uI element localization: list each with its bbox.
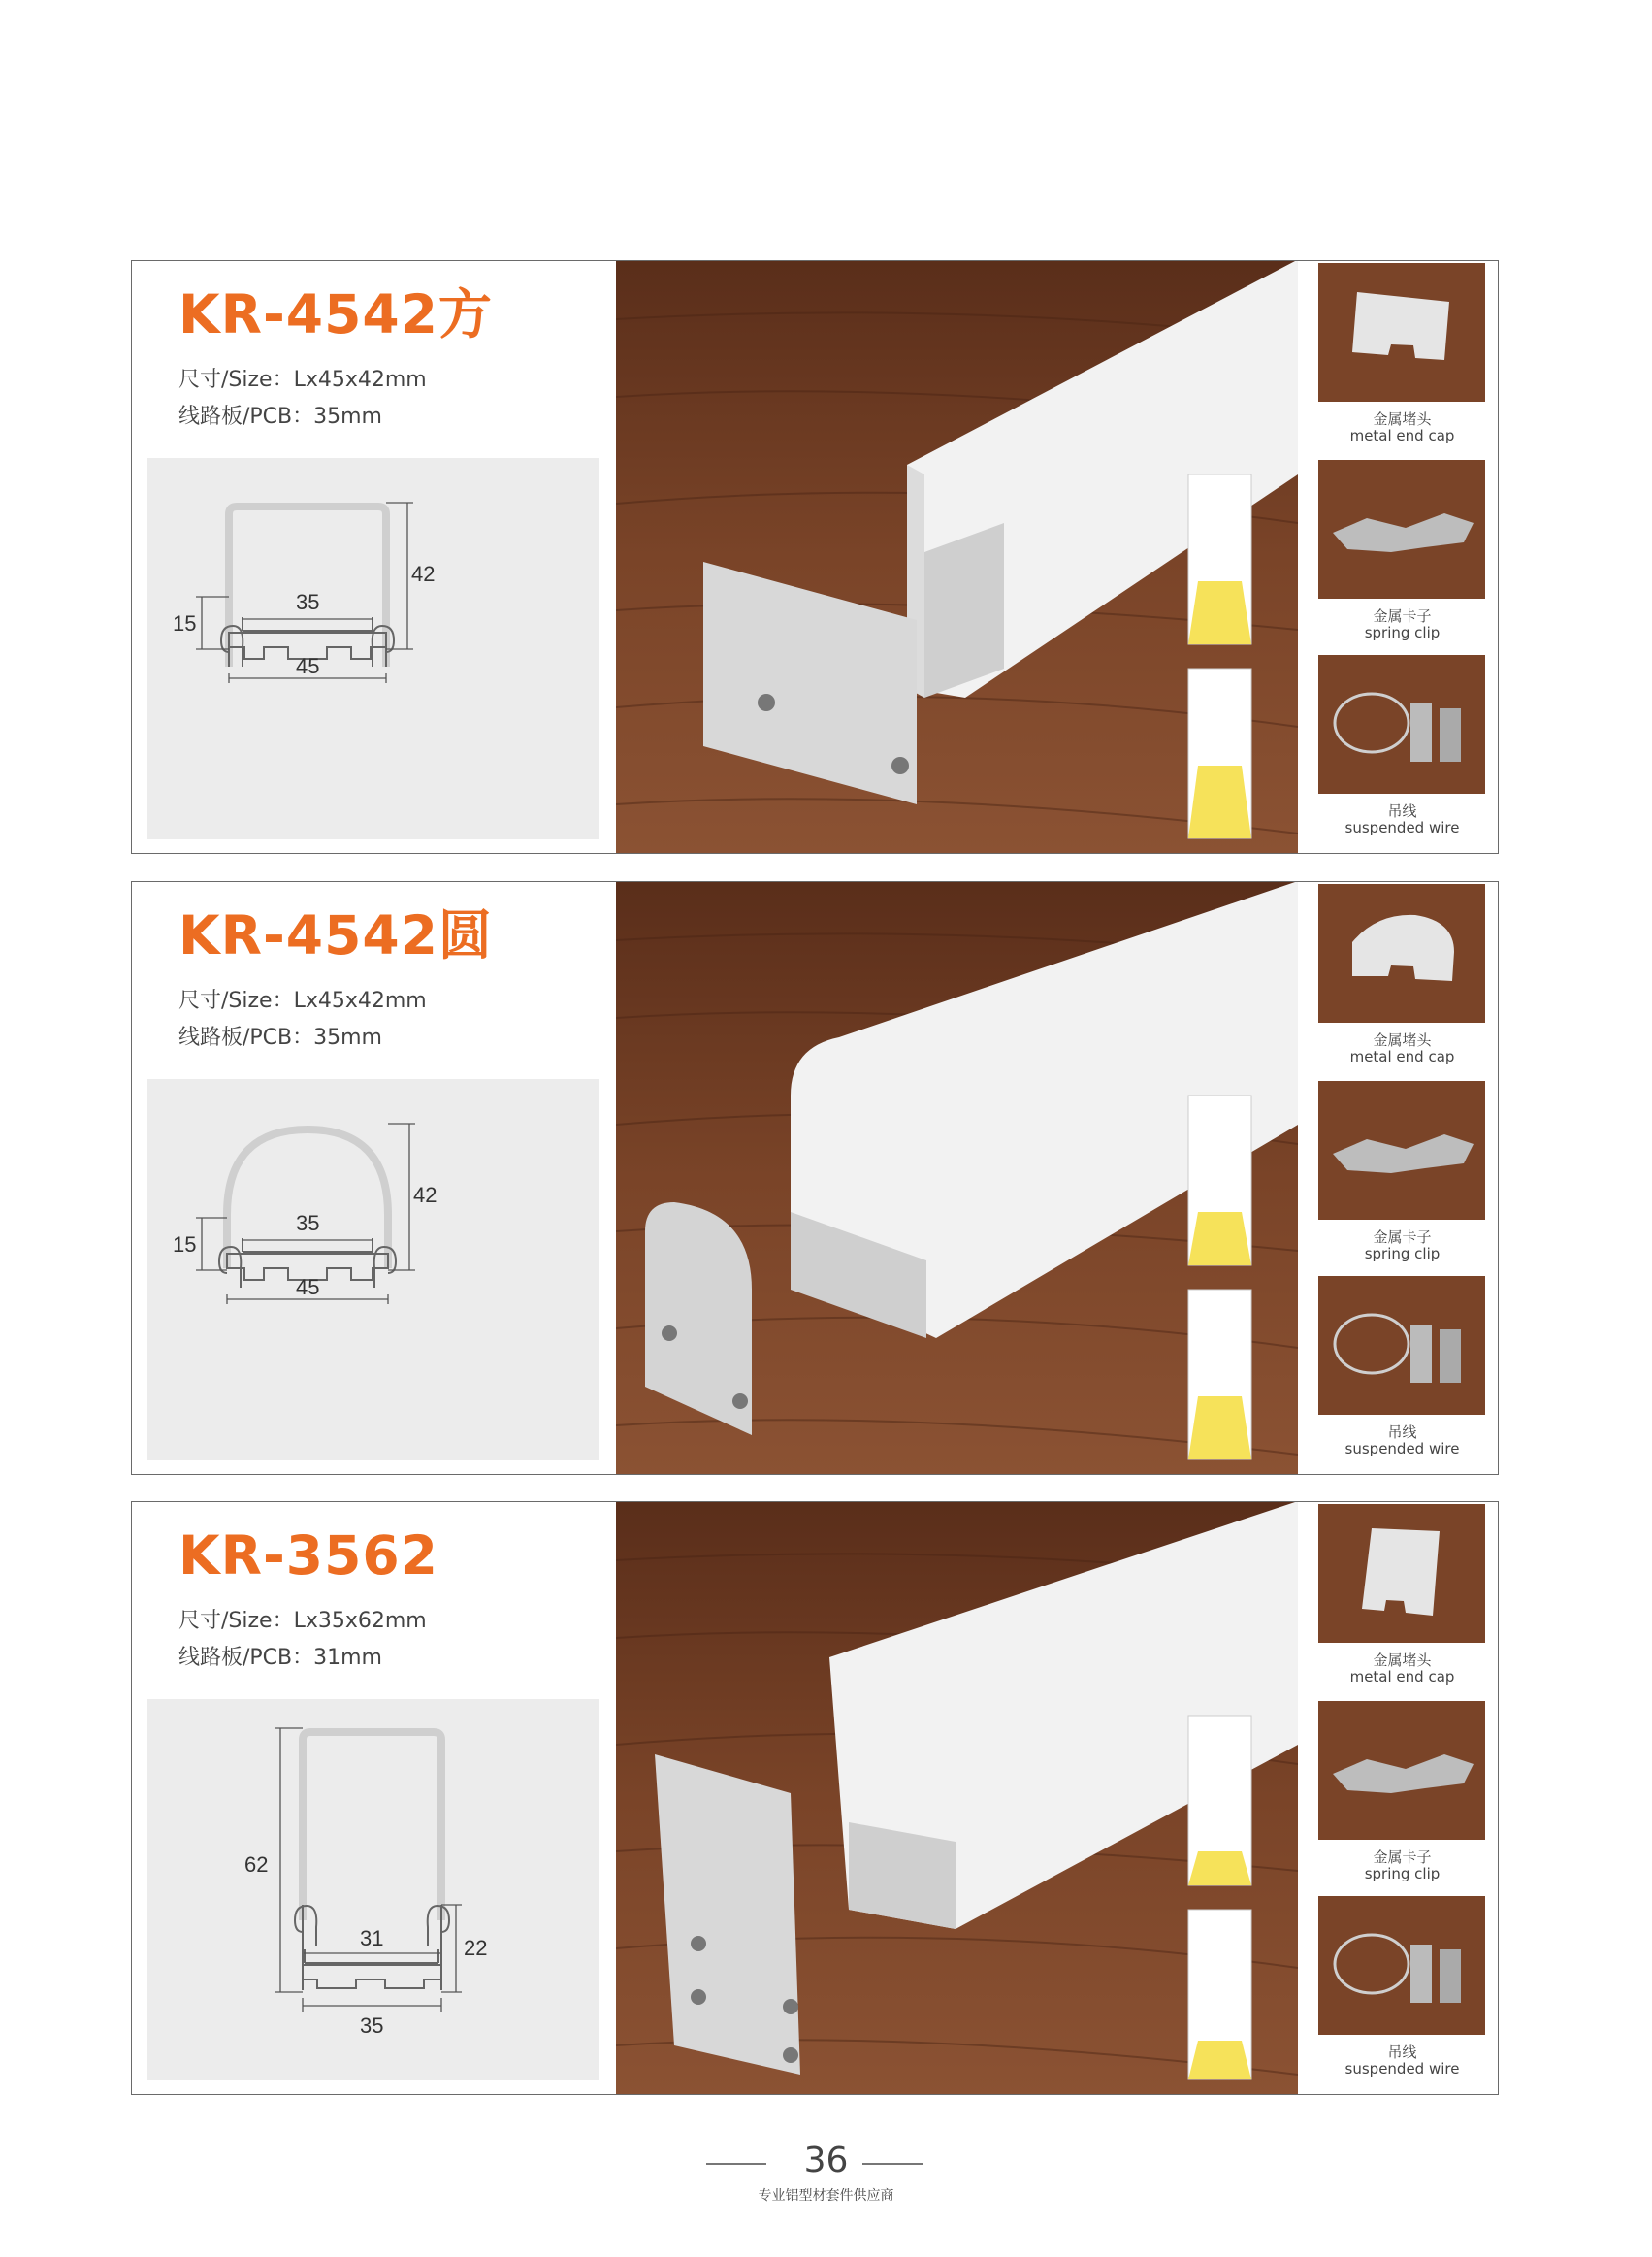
accessory-label-cn: 金属堵头 — [1373, 1652, 1432, 1669]
accessory-label-cn: 金属堵头 — [1373, 1031, 1432, 1049]
suspended-wire-icon — [1318, 655, 1485, 794]
dim-side: 15 — [173, 1232, 197, 1257]
page-number: 36 — [803, 2141, 849, 2180]
accessory-label-en: metal end cap — [1349, 1667, 1455, 1685]
product-panel-kr4542-square — [131, 260, 1499, 854]
accessory-label-en: spring clip — [1364, 1864, 1441, 1882]
product-panel-kr4542-round — [131, 881, 1499, 1475]
accessory-label-en: spring clip — [1364, 623, 1441, 641]
accessory-column — [1312, 261, 1492, 853]
accessory-label-en: spring clip — [1364, 1244, 1441, 1262]
footer-divider-right — [862, 2163, 923, 2165]
spring-clip-icon — [1318, 1701, 1485, 1840]
accessory-label-cn: 吊线 — [1387, 1423, 1417, 1441]
product-size: 尺寸/Size：Lx45x42mm — [178, 368, 427, 392]
accessory-label-cn: 金属堵头 — [1373, 410, 1432, 428]
product-title: KR-4542方 — [178, 283, 493, 345]
round-profile-diagram — [147, 1079, 599, 1460]
accessory-label-en: metal end cap — [1349, 426, 1455, 444]
dim-side: 15 — [173, 611, 197, 636]
accessory-spring-clip — [1312, 460, 1492, 640]
product-pcb: 线路板/PCB：31mm — [178, 1646, 382, 1670]
square-profile-diagram — [147, 458, 599, 839]
product-size: 尺寸/Size：Lx45x42mm — [178, 989, 427, 1013]
profile-drawing — [147, 458, 599, 839]
accessory-label-cn: 金属卡子 — [1373, 1848, 1432, 1866]
dim-width: 45 — [296, 654, 320, 678]
spring-clip-icon — [1318, 460, 1485, 599]
dim-inner: 35 — [296, 590, 320, 614]
profile-drawing — [147, 1079, 599, 1460]
accessory-suspended-wire — [1312, 1276, 1492, 1456]
spring-clip-icon — [1318, 1081, 1485, 1220]
accessory-label-cn: 金属卡子 — [1373, 607, 1432, 625]
accessory-label-en: suspended wire — [1344, 2059, 1460, 2077]
end-cap-icon — [1318, 884, 1485, 1023]
accessory-column — [1312, 882, 1492, 1474]
product-title: KR-3562 — [178, 1524, 438, 1586]
suspended-wire-icon — [1318, 1896, 1485, 2035]
accessory-spring-clip — [1312, 1701, 1492, 1881]
product-panel-kr3562 — [131, 1501, 1499, 2095]
product-photo — [616, 1502, 1298, 2094]
accessory-end-cap — [1312, 884, 1492, 1064]
product-photo — [616, 882, 1298, 1474]
dim-height: 62 — [244, 1852, 269, 1877]
accessory-end-cap — [1312, 263, 1492, 443]
product-title: KR-4542圆 — [178, 904, 493, 966]
accessory-suspended-wire — [1312, 1896, 1492, 2077]
accessory-label-en: suspended wire — [1344, 1439, 1460, 1457]
tall-profile-diagram — [147, 1699, 599, 2080]
accessory-label-en: suspended wire — [1344, 818, 1460, 836]
dim-width: 35 — [360, 2013, 384, 2038]
suspended-wire-icon — [1318, 1276, 1485, 1415]
accessory-column — [1312, 1502, 1492, 2094]
accessory-end-cap — [1312, 1504, 1492, 1685]
dim-height: 42 — [413, 1183, 437, 1207]
product-size: 尺寸/Size：Lx35x62mm — [178, 1609, 427, 1633]
dim-height: 42 — [411, 562, 436, 586]
dim-inner: 35 — [296, 1211, 320, 1235]
dim-width: 45 — [296, 1275, 320, 1299]
product-photo — [616, 261, 1298, 853]
product-pcb: 线路板/PCB：35mm — [178, 405, 382, 429]
accessory-label-cn: 金属卡子 — [1373, 1228, 1432, 1246]
accessory-label-cn: 吊线 — [1387, 2044, 1417, 2061]
dim-side: 22 — [464, 1936, 488, 1960]
product-pcb: 线路板/PCB：35mm — [178, 1026, 382, 1050]
accessory-spring-clip — [1312, 1081, 1492, 1261]
end-cap-icon — [1318, 263, 1485, 402]
accessory-label-cn: 吊线 — [1387, 802, 1417, 820]
end-cap-icon — [1318, 1504, 1485, 1643]
dim-inner: 31 — [360, 1926, 384, 1950]
accessory-suspended-wire — [1312, 655, 1492, 835]
profile-drawing — [147, 1699, 599, 2080]
accessory-label-en: metal end cap — [1349, 1047, 1455, 1065]
footer-tagline: 专业铝型材套件供应商 — [758, 2188, 894, 2204]
